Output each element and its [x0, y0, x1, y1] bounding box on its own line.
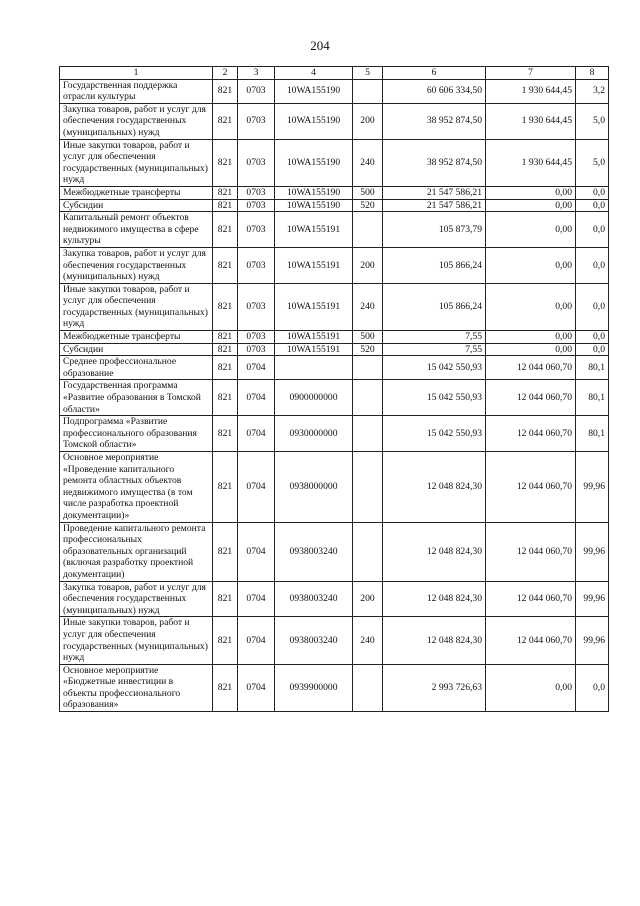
table-row [60, 416, 609, 452]
row-section: 0704 [238, 356, 275, 380]
row-pct: 80,1 [576, 416, 609, 452]
row-target: 10WA155191 [275, 343, 353, 356]
row-grbs: 821 [213, 452, 238, 523]
row-pct: 99,96 [576, 617, 609, 664]
table-row [60, 452, 609, 523]
table-row [60, 139, 609, 186]
row-section: 0703 [238, 343, 275, 356]
row-name: Проведение капитального ремонта профессиональных образовательных организаций (включая разработку проектной документации) [60, 522, 213, 581]
column-header: 4 [275, 67, 353, 80]
row-grbs: 821 [213, 186, 238, 199]
row-target: 0900000000 [275, 380, 353, 416]
row-name: Закупка товаров, работ и услуг для обеспечения государственных (муниципальных) нужд [60, 103, 213, 139]
column-header: 7 [486, 67, 576, 80]
table-row [60, 581, 609, 617]
row-vr: 500 [353, 186, 383, 199]
row-section: 0703 [238, 247, 275, 283]
row-exec: 12 044 060,70 [486, 356, 576, 380]
row-section: 0703 [238, 283, 275, 330]
row-section: 0703 [238, 212, 275, 248]
row-grbs: 821 [213, 380, 238, 416]
row-pct: 0,0 [576, 212, 609, 248]
row-plan: 21 547 586,21 [383, 199, 486, 212]
row-name: Иные закупки товаров, работ и услуг для обеспечения государственных (муниципальных) нужд [60, 139, 213, 186]
column-header: 8 [576, 67, 609, 80]
row-section: 0703 [238, 199, 275, 212]
row-pct: 5,0 [576, 139, 609, 186]
table-row [60, 186, 609, 199]
table-row [60, 356, 609, 380]
row-exec: 12 044 060,70 [486, 617, 576, 664]
row-plan: 105 866,24 [383, 283, 486, 330]
row-name: Закупка товаров, работ и услуг для обеспечения государственных (муниципальных) нужд [60, 247, 213, 283]
row-vr [353, 380, 383, 416]
table-row [60, 664, 609, 711]
column-header: 2 [213, 67, 238, 80]
row-target: 10WA155191 [275, 331, 353, 344]
row-section: 0704 [238, 380, 275, 416]
row-name: Межбюджетные трансферты [60, 331, 213, 344]
row-plan: 15 042 550,93 [383, 380, 486, 416]
row-grbs: 821 [213, 343, 238, 356]
row-section: 0703 [238, 186, 275, 199]
row-name: Закупка товаров, работ и услуг для обеспечения государственных (муниципальных) нужд [60, 581, 213, 617]
row-grbs: 821 [213, 581, 238, 617]
row-target: 10WA155190 [275, 103, 353, 139]
row-pct: 3,2 [576, 79, 609, 103]
row-pct: 5,0 [576, 103, 609, 139]
row-name: Субсидии [60, 199, 213, 212]
row-exec: 0,00 [486, 664, 576, 711]
row-plan: 105 873,79 [383, 212, 486, 248]
row-section: 0704 [238, 617, 275, 664]
row-pct: 99,96 [576, 522, 609, 581]
row-pct: 99,96 [576, 581, 609, 617]
row-vr [353, 416, 383, 452]
row-plan: 12 048 824,30 [383, 581, 486, 617]
column-header: 3 [238, 67, 275, 80]
row-grbs: 821 [213, 247, 238, 283]
row-pct: 0,0 [576, 199, 609, 212]
row-target: 10WA155191 [275, 247, 353, 283]
row-exec: 0,00 [486, 331, 576, 344]
row-target: 10WA155191 [275, 283, 353, 330]
row-grbs: 821 [213, 522, 238, 581]
row-target: 10WA155190 [275, 139, 353, 186]
row-target: 0939900000 [275, 664, 353, 711]
row-grbs: 821 [213, 199, 238, 212]
row-exec: 12 044 060,70 [486, 452, 576, 523]
row-section: 0703 [238, 139, 275, 186]
table-row [60, 283, 609, 330]
row-vr: 520 [353, 343, 383, 356]
table-row [60, 331, 609, 344]
row-section: 0703 [238, 103, 275, 139]
table-row [60, 247, 609, 283]
row-exec: 1 930 644,45 [486, 103, 576, 139]
row-target: 0938003240 [275, 581, 353, 617]
row-plan: 15 042 550,93 [383, 416, 486, 452]
column-header: 1 [60, 67, 213, 80]
row-vr [353, 79, 383, 103]
row-plan: 12 048 824,30 [383, 452, 486, 523]
row-plan: 7,55 [383, 331, 486, 344]
row-plan: 38 952 874,50 [383, 139, 486, 186]
row-target: 0938003240 [275, 522, 353, 581]
row-section: 0703 [238, 79, 275, 103]
row-target: 10WA155190 [275, 186, 353, 199]
row-vr: 240 [353, 139, 383, 186]
row-plan: 7,55 [383, 343, 486, 356]
row-vr: 200 [353, 103, 383, 139]
row-grbs: 821 [213, 617, 238, 664]
row-pct: 0,0 [576, 664, 609, 711]
row-name: Среднее профессиональное образование [60, 356, 213, 380]
row-grbs: 821 [213, 283, 238, 330]
row-plan: 60 606 334,50 [383, 79, 486, 103]
table-row [60, 380, 609, 416]
row-plan: 21 547 586,21 [383, 186, 486, 199]
row-vr: 240 [353, 617, 383, 664]
row-pct: 0,0 [576, 331, 609, 344]
row-grbs: 821 [213, 103, 238, 139]
row-target [275, 356, 353, 380]
row-grbs: 821 [213, 356, 238, 380]
table-row [60, 617, 609, 664]
row-exec: 1 930 644,45 [486, 139, 576, 186]
row-section: 0704 [238, 664, 275, 711]
row-name: Иные закупки товаров, работ и услуг для обеспечения государственных (муниципальных) нужд [60, 283, 213, 330]
row-pct: 0,0 [576, 283, 609, 330]
row-target: 0930000000 [275, 416, 353, 452]
row-pct: 80,1 [576, 356, 609, 380]
row-exec: 0,00 [486, 283, 576, 330]
row-vr [353, 664, 383, 711]
row-target: 0938000000 [275, 452, 353, 523]
row-exec: 12 044 060,70 [486, 416, 576, 452]
row-plan: 12 048 824,30 [383, 522, 486, 581]
row-grbs: 821 [213, 331, 238, 344]
row-pct: 0,0 [576, 247, 609, 283]
row-exec: 12 044 060,70 [486, 581, 576, 617]
row-exec: 0,00 [486, 343, 576, 356]
budget-table [59, 66, 609, 712]
row-plan: 2 993 726,63 [383, 664, 486, 711]
row-pct: 0,0 [576, 343, 609, 356]
row-vr [353, 356, 383, 380]
row-name: Основное мероприятие «Проведение капитального ремонта областных объектов недвижимого имущества (в том числе разработка проектной документации)» [60, 452, 213, 523]
row-target: 10WA155190 [275, 199, 353, 212]
row-vr: 200 [353, 581, 383, 617]
row-exec: 0,00 [486, 199, 576, 212]
row-plan: 105 866,24 [383, 247, 486, 283]
row-vr [353, 452, 383, 523]
table-row [60, 343, 609, 356]
table-row [60, 199, 609, 212]
row-plan: 15 042 550,93 [383, 356, 486, 380]
table-row [60, 522, 609, 581]
row-name: Государственная программа «Развитие образования в Томской области» [60, 380, 213, 416]
row-plan: 12 048 824,30 [383, 617, 486, 664]
row-target: 10WA155191 [275, 212, 353, 248]
row-name: Подпрограмма «Развитие профессионального образования Томской области» [60, 416, 213, 452]
table-row [60, 103, 609, 139]
row-exec: 0,00 [486, 212, 576, 248]
row-plan: 38 952 874,50 [383, 103, 486, 139]
row-name: Государственная поддержка отрасли культуры [60, 79, 213, 103]
row-name: Капитальный ремонт объектов недвижимого имущества в сфере культуры [60, 212, 213, 248]
row-grbs: 821 [213, 664, 238, 711]
row-vr [353, 212, 383, 248]
row-grbs: 821 [213, 212, 238, 248]
row-grbs: 821 [213, 139, 238, 186]
row-target: 10WA155190 [275, 79, 353, 103]
column-header: 6 [383, 67, 486, 80]
column-header: 5 [353, 67, 383, 80]
table-row [60, 79, 609, 103]
row-section: 0704 [238, 416, 275, 452]
row-exec: 1 930 644,45 [486, 79, 576, 103]
row-name: Субсидии [60, 343, 213, 356]
row-vr [353, 522, 383, 581]
row-exec: 0,00 [486, 247, 576, 283]
row-vr: 500 [353, 331, 383, 344]
row-section: 0704 [238, 522, 275, 581]
row-section: 0704 [238, 581, 275, 617]
row-name: Иные закупки товаров, работ и услуг для обеспечения государственных (муниципальных) нужд [60, 617, 213, 664]
row-section: 0703 [238, 331, 275, 344]
row-pct: 0,0 [576, 186, 609, 199]
row-vr: 200 [353, 247, 383, 283]
row-section: 0704 [238, 452, 275, 523]
header-row [60, 67, 609, 80]
row-grbs: 821 [213, 79, 238, 103]
row-pct: 80,1 [576, 380, 609, 416]
row-pct: 99,96 [576, 452, 609, 523]
row-name: Основное мероприятие «Бюджетные инвестиции в объекты профессионального образования» [60, 664, 213, 711]
row-target: 0938003240 [275, 617, 353, 664]
table-row [60, 212, 609, 248]
row-exec: 12 044 060,70 [486, 522, 576, 581]
row-vr: 520 [353, 199, 383, 212]
row-vr: 240 [353, 283, 383, 330]
row-exec: 12 044 060,70 [486, 380, 576, 416]
row-exec: 0,00 [486, 186, 576, 199]
row-grbs: 821 [213, 416, 238, 452]
row-name: Межбюджетные трансферты [60, 186, 213, 199]
page-number: 204 [310, 38, 330, 53]
